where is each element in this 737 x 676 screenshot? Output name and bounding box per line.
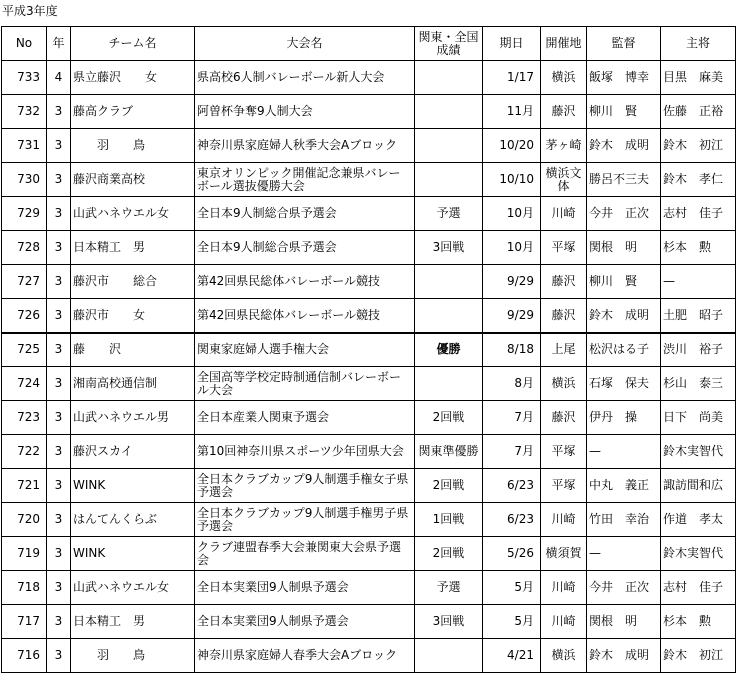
header-no: No bbox=[2, 27, 47, 61]
cell-year: 3 bbox=[47, 571, 71, 605]
cell-result: 3回戦 bbox=[415, 605, 483, 639]
table-body bbox=[2, 61, 736, 673]
cell-date: 5月 bbox=[483, 605, 541, 639]
cell-no: 730 bbox=[2, 163, 47, 197]
cell-coach: — bbox=[587, 435, 661, 469]
cell-coach: 関根 明 bbox=[587, 231, 661, 265]
cell-venue: 横浜 bbox=[541, 367, 587, 401]
cell-team: 羽 鳥 bbox=[71, 639, 195, 673]
cell-event: 全国高等学校定時制通信制バレーボール大会 bbox=[195, 367, 415, 401]
cell-venue: 平塚 bbox=[541, 469, 587, 503]
cell-result bbox=[415, 129, 483, 163]
cell-result: 2回戦 bbox=[415, 469, 483, 503]
cell-no: 727 bbox=[2, 265, 47, 299]
cell-result bbox=[415, 265, 483, 299]
table-row bbox=[2, 639, 736, 673]
cell-result bbox=[415, 95, 483, 129]
cell-no: 720 bbox=[2, 503, 47, 537]
cell-year: 3 bbox=[47, 231, 71, 265]
cell-no: 724 bbox=[2, 367, 47, 401]
cell-coach: 竹田 幸治 bbox=[587, 503, 661, 537]
cell-year: 3 bbox=[47, 265, 71, 299]
cell-event: 第42回県民総体バレーボール競技 bbox=[195, 299, 415, 333]
cell-captain: 杉本 勲 bbox=[661, 231, 736, 265]
cell-no: 721 bbox=[2, 469, 47, 503]
cell-date: 4/21 bbox=[483, 639, 541, 673]
cell-captain: 志村 佳子 bbox=[661, 197, 736, 231]
cell-captain: 鈴木実智代 bbox=[661, 435, 736, 469]
cell-no: 733 bbox=[2, 61, 47, 95]
cell-result: 予選 bbox=[415, 571, 483, 605]
cell-event: 全日本産業人関東予選会 bbox=[195, 401, 415, 435]
cell-coach: 鈴木 成明 bbox=[587, 299, 661, 333]
cell-no: 722 bbox=[2, 435, 47, 469]
cell-captain: 鈴木 孝仁 bbox=[661, 163, 736, 197]
cell-year: 3 bbox=[47, 639, 71, 673]
cell-no: 725 bbox=[2, 333, 47, 367]
table-row bbox=[2, 129, 736, 163]
cell-coach: 伊丹 操 bbox=[587, 401, 661, 435]
cell-no: 732 bbox=[2, 95, 47, 129]
cell-venue: 横浜文体 bbox=[541, 163, 587, 197]
cell-event: 阿曽杯争奪9人制大会 bbox=[195, 95, 415, 129]
cell-team: 山武ハネウエル女 bbox=[71, 571, 195, 605]
cell-date: 10月 bbox=[483, 231, 541, 265]
cell-team: 日本精工 男 bbox=[71, 605, 195, 639]
cell-year: 3 bbox=[47, 435, 71, 469]
cell-date: 7月 bbox=[483, 435, 541, 469]
table-row bbox=[2, 95, 736, 129]
cell-event: 県高校6人制バレーボール新人大会 bbox=[195, 61, 415, 95]
cell-date: 5月 bbox=[483, 571, 541, 605]
cell-event: 全日本9人制総合県予選会 bbox=[195, 231, 415, 265]
header-result: 関東・全国成績 bbox=[415, 27, 483, 61]
table-row bbox=[2, 503, 736, 537]
cell-year: 3 bbox=[47, 197, 71, 231]
cell-year: 3 bbox=[47, 503, 71, 537]
cell-no: 731 bbox=[2, 129, 47, 163]
cell-year: 3 bbox=[47, 333, 71, 367]
cell-venue: 藤沢 bbox=[541, 95, 587, 129]
table-row bbox=[2, 367, 736, 401]
cell-event: 全日本クラブカップ9人制選手権男子県予選会 bbox=[195, 503, 415, 537]
cell-captain: 日下 尚美 bbox=[661, 401, 736, 435]
header-coach: 監督 bbox=[587, 27, 661, 61]
cell-venue: 上尾 bbox=[541, 333, 587, 367]
cell-year: 3 bbox=[47, 95, 71, 129]
cell-event: 神奈川県家庭婦人春季大会Aブロック bbox=[195, 639, 415, 673]
cell-event: 神奈川県家庭婦人秋季大会Aブロック bbox=[195, 129, 415, 163]
cell-venue: 藤沢 bbox=[541, 299, 587, 333]
cell-coach: 今井 正次 bbox=[587, 571, 661, 605]
cell-venue: 横浜 bbox=[541, 639, 587, 673]
table-row bbox=[2, 265, 736, 299]
cell-event: 全日本実業団9人制県予選会 bbox=[195, 571, 415, 605]
cell-year: 4 bbox=[47, 61, 71, 95]
table-caption: 平成3年度 bbox=[2, 4, 58, 18]
cell-team: 藤沢商業高校 bbox=[71, 163, 195, 197]
cell-captain: 杉本 勲 bbox=[661, 605, 736, 639]
cell-captain: 鈴木実智代 bbox=[661, 537, 736, 571]
cell-date: 5/26 bbox=[483, 537, 541, 571]
cell-venue: 川崎 bbox=[541, 605, 587, 639]
cell-event: 全日本9人制総合県予選会 bbox=[195, 197, 415, 231]
cell-event: 全日本クラブカップ9人制選手権女子県予選会 bbox=[195, 469, 415, 503]
header-year: 年 bbox=[47, 27, 71, 61]
cell-year: 3 bbox=[47, 605, 71, 639]
table-row bbox=[2, 537, 736, 571]
table-row bbox=[2, 605, 736, 639]
cell-team: WINK bbox=[71, 469, 195, 503]
cell-captain: 鈴木 初江 bbox=[661, 129, 736, 163]
cell-team: 藤 沢 bbox=[71, 333, 195, 367]
cell-result bbox=[415, 61, 483, 95]
cell-no: 723 bbox=[2, 401, 47, 435]
cell-captain: — bbox=[661, 265, 736, 299]
cell-event: 第42回県民総体バレーボール競技 bbox=[195, 265, 415, 299]
cell-result: 3回戦 bbox=[415, 231, 483, 265]
cell-event: 第10回神奈川県スポーツ少年団県大会 bbox=[195, 435, 415, 469]
table-row bbox=[2, 163, 736, 197]
cell-result: 1回戦 bbox=[415, 503, 483, 537]
table-row bbox=[2, 61, 736, 95]
cell-venue: 横浜 bbox=[541, 61, 587, 95]
cell-result: 予選 bbox=[415, 197, 483, 231]
header-row bbox=[2, 27, 736, 61]
cell-no: 729 bbox=[2, 197, 47, 231]
header-venue: 開催地 bbox=[541, 27, 587, 61]
cell-team: 藤沢市 女 bbox=[71, 299, 195, 333]
cell-year: 3 bbox=[47, 469, 71, 503]
cell-venue: 川崎 bbox=[541, 503, 587, 537]
cell-year: 3 bbox=[47, 299, 71, 333]
cell-team: 県立藤沢 女 bbox=[71, 61, 195, 95]
cell-no: 728 bbox=[2, 231, 47, 265]
cell-year: 3 bbox=[47, 537, 71, 571]
cell-date: 10月 bbox=[483, 197, 541, 231]
cell-team: WINK bbox=[71, 537, 195, 571]
header-event: 大会名 bbox=[195, 27, 415, 61]
cell-year: 3 bbox=[47, 401, 71, 435]
cell-venue: 平塚 bbox=[541, 231, 587, 265]
cell-coach: 飯塚 博幸 bbox=[587, 61, 661, 95]
cell-captain: 鈴木 初江 bbox=[661, 639, 736, 673]
cell-venue: 川崎 bbox=[541, 571, 587, 605]
cell-team: 藤高クラブ bbox=[71, 95, 195, 129]
cell-captain: 作道 孝太 bbox=[661, 503, 736, 537]
cell-event: クラブ連盟春季大会兼関東大会県予選会 bbox=[195, 537, 415, 571]
cell-captain: 諏訪間和広 bbox=[661, 469, 736, 503]
cell-team: 日本精工 男 bbox=[71, 231, 195, 265]
cell-date: 6/23 bbox=[483, 503, 541, 537]
cell-team: 湘南高校通信制 bbox=[71, 367, 195, 401]
cell-coach: 勝呂不三夫 bbox=[587, 163, 661, 197]
cell-coach: 松沢はる子 bbox=[587, 333, 661, 367]
cell-year: 3 bbox=[47, 129, 71, 163]
cell-date: 1/17 bbox=[483, 61, 541, 95]
cell-event: 関東家庭婦人選手権大会 bbox=[195, 333, 415, 367]
table-row bbox=[2, 401, 736, 435]
cell-result bbox=[415, 639, 483, 673]
cell-venue: 平塚 bbox=[541, 435, 587, 469]
cell-result: 2回戦 bbox=[415, 537, 483, 571]
cell-team: 藤沢市 総合 bbox=[71, 265, 195, 299]
cell-result bbox=[415, 163, 483, 197]
cell-captain: 渋川 裕子 bbox=[661, 333, 736, 367]
cell-coach: 鈴木 成明 bbox=[587, 129, 661, 163]
cell-event: 全日本実業団9人制県予選会 bbox=[195, 605, 415, 639]
cell-date: 8/18 bbox=[483, 333, 541, 367]
cell-date: 8月 bbox=[483, 367, 541, 401]
header-team: チーム名 bbox=[71, 27, 195, 61]
cell-coach: 柳川 賢 bbox=[587, 95, 661, 129]
cell-coach: 関根 明 bbox=[587, 605, 661, 639]
cell-result bbox=[415, 299, 483, 333]
cell-coach: 鈴木 成明 bbox=[587, 639, 661, 673]
cell-no: 726 bbox=[2, 299, 47, 333]
cell-result: 優勝 bbox=[415, 333, 483, 367]
cell-event: 東京オリンピック開催記念兼県バレーボール選抜優勝大会 bbox=[195, 163, 415, 197]
cell-year: 3 bbox=[47, 163, 71, 197]
cell-no: 717 bbox=[2, 605, 47, 639]
table-row bbox=[2, 299, 736, 333]
header-date: 期日 bbox=[483, 27, 541, 61]
cell-team: 藤沢スカイ bbox=[71, 435, 195, 469]
table-row bbox=[2, 333, 736, 367]
cell-date: 9/29 bbox=[483, 265, 541, 299]
cell-venue: 藤沢 bbox=[541, 265, 587, 299]
cell-coach: — bbox=[587, 537, 661, 571]
cell-result: 関東準優勝 bbox=[415, 435, 483, 469]
table-row bbox=[2, 571, 736, 605]
cell-coach: 中丸 義正 bbox=[587, 469, 661, 503]
cell-coach: 柳川 賢 bbox=[587, 265, 661, 299]
cell-team: 山武ハネウエル女 bbox=[71, 197, 195, 231]
cell-result bbox=[415, 367, 483, 401]
cell-venue: 藤沢 bbox=[541, 401, 587, 435]
cell-result: 2回戦 bbox=[415, 401, 483, 435]
results-table bbox=[1, 26, 736, 673]
cell-captain: 杉山 泰三 bbox=[661, 367, 736, 401]
table-row bbox=[2, 469, 736, 503]
cell-venue: 川崎 bbox=[541, 197, 587, 231]
cell-captain: 志村 佳子 bbox=[661, 571, 736, 605]
cell-no: 718 bbox=[2, 571, 47, 605]
cell-coach: 石塚 保夫 bbox=[587, 367, 661, 401]
cell-date: 7月 bbox=[483, 401, 541, 435]
cell-venue: 茅ヶ崎 bbox=[541, 129, 587, 163]
cell-team: はんてんくらぶ bbox=[71, 503, 195, 537]
table-row bbox=[2, 197, 736, 231]
cell-captain: 佐藤 正裕 bbox=[661, 95, 736, 129]
cell-date: 11月 bbox=[483, 95, 541, 129]
cell-date: 10/10 bbox=[483, 163, 541, 197]
cell-team: 羽 鳥 bbox=[71, 129, 195, 163]
cell-venue: 横須賀 bbox=[541, 537, 587, 571]
table-row bbox=[2, 231, 736, 265]
cell-captain: 目黒 麻美 bbox=[661, 61, 736, 95]
cell-captain: 土肥 昭子 bbox=[661, 299, 736, 333]
cell-date: 10/20 bbox=[483, 129, 541, 163]
cell-no: 719 bbox=[2, 537, 47, 571]
cell-date: 9/29 bbox=[483, 299, 541, 333]
cell-year: 3 bbox=[47, 367, 71, 401]
cell-coach: 今井 正次 bbox=[587, 197, 661, 231]
cell-no: 716 bbox=[2, 639, 47, 673]
cell-date: 6/23 bbox=[483, 469, 541, 503]
cell-team: 山武ハネウエル男 bbox=[71, 401, 195, 435]
table-row bbox=[2, 435, 736, 469]
header-captain: 主将 bbox=[661, 27, 736, 61]
